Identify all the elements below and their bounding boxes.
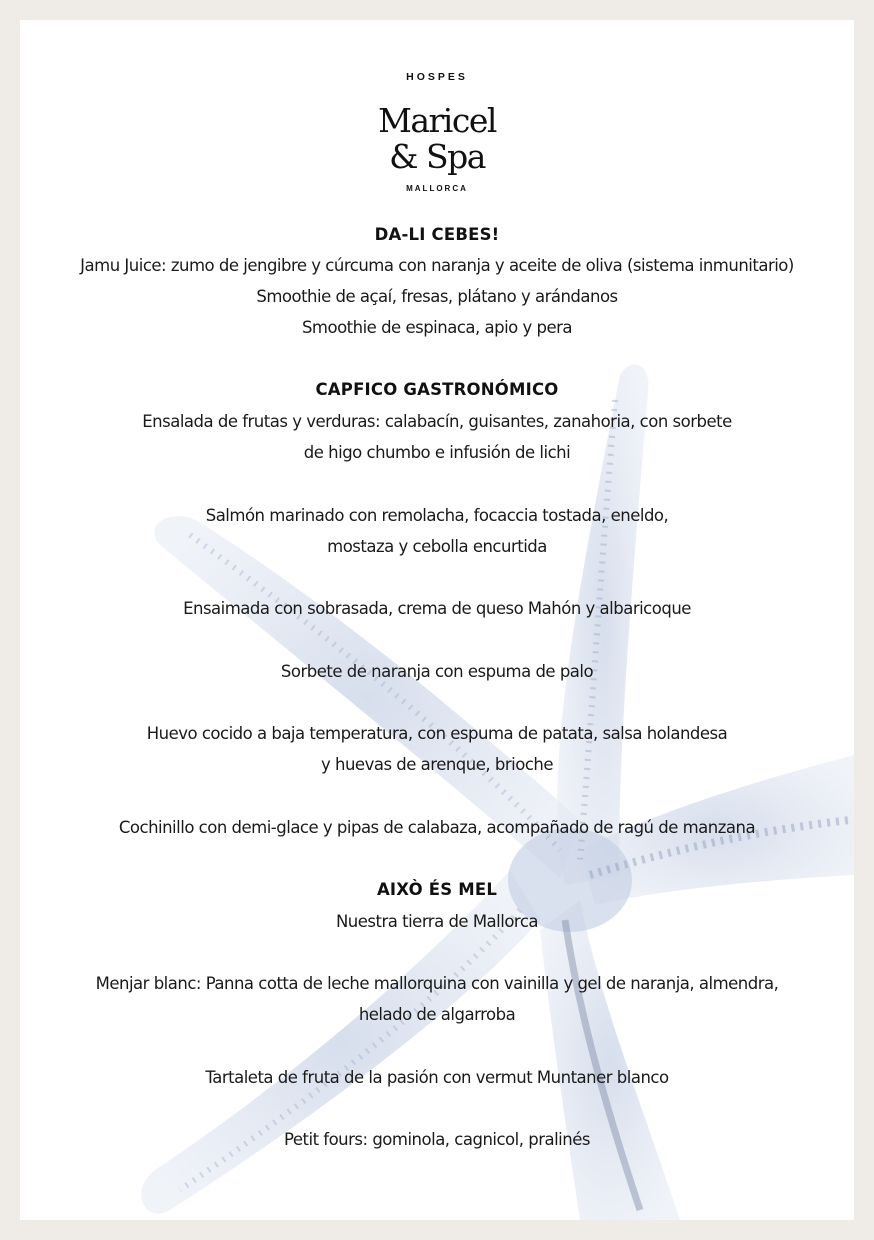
menu-line: Tartaleta de fruta de la pasión con vermut Muntaner blanco (205, 1068, 669, 1087)
menu-line: Cochinillo con demi-glace y pipas de calabaza, acompañado de ragú de manzana (118, 818, 756, 837)
menu-sheet (20, 20, 854, 1220)
menu-line: Smoothie de açaí, fresas, plátano y arándanos (256, 287, 618, 306)
logo-brand-text: HOSPES (406, 71, 468, 83)
menu-line: Ensalada de frutas y verduras: calabacín, guisantes, zanahoria, con sorbete (142, 412, 732, 431)
logo-name-line2: & Spa (389, 137, 485, 176)
menu-line: helado de algarroba (358, 1005, 516, 1024)
section-heading: DA-LI CEBES! (374, 225, 500, 244)
menu-line: Smoothie de espinaca, apio y pera (301, 318, 573, 337)
menu-line: de higo chumbo e infusión de lichi (303, 443, 571, 462)
logo-name-line1: Maricel (378, 101, 496, 140)
menu-line: Sorbete de naranja con espuma de palo (280, 662, 594, 681)
menu-line: Menjar blanc: Panna cotta de leche mallorquina con vainilla y gel de naranja, almendra, (95, 974, 779, 993)
menu-line: Petit fours: gominola, cagnicol, pralinés (284, 1130, 590, 1149)
section-heading: AIXÒ ÉS MEL (376, 880, 498, 899)
menu-line: Jamu Juice: zumo de jengibre y cúrcuma con naranja y aceite de oliva (sistema inmunitario) (80, 256, 794, 275)
menu-line: Huevo cocido a baja temperatura, con espuma de patata, salsa holandesa (146, 724, 728, 743)
starfish-watercolor-illustration (20, 20, 854, 1220)
menu-line: Ensaimada con sobrasada, crema de queso Mahón y albaricoque (183, 599, 691, 618)
menu-line: y huevas de arenque, brioche (321, 755, 553, 774)
logo-place-text: MALLORCA (406, 184, 468, 193)
menu-line: Nuestra tierra de Mallorca (335, 912, 539, 931)
menu-line: Salmón marinado con remolacha, focaccia tostada, eneldo, (205, 506, 669, 525)
section-heading: CAPFICO GASTRONÓMICO (315, 380, 559, 399)
menu-line: mostaza y cebolla encurtida (327, 537, 547, 556)
